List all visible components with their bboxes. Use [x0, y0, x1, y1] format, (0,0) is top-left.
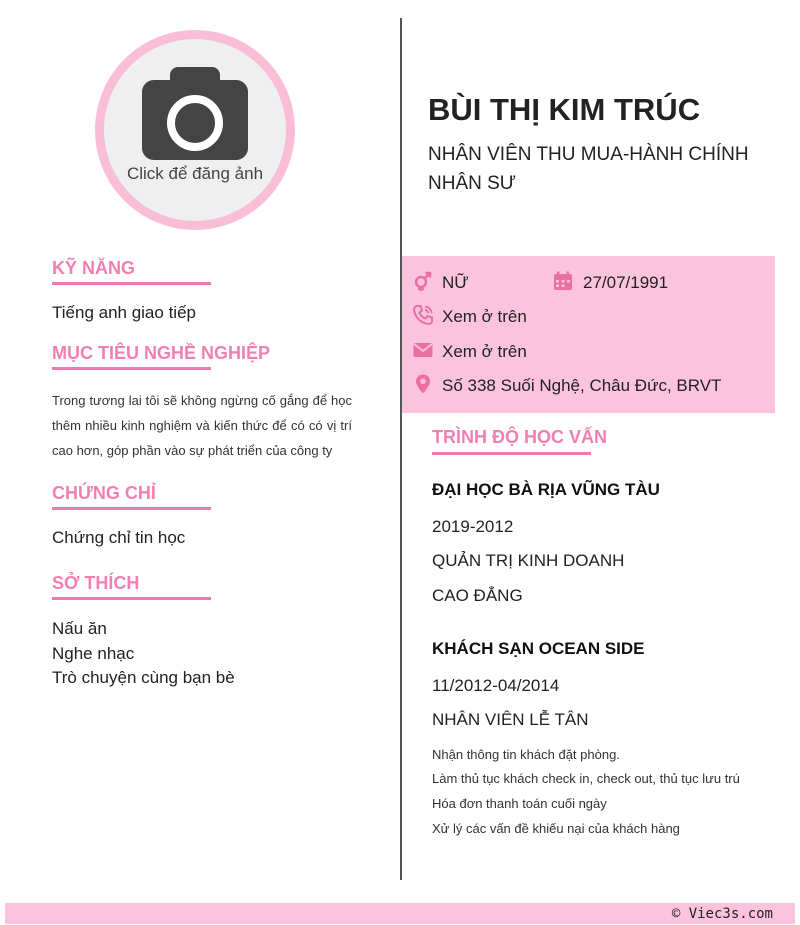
certificates-heading: CHỨNG CHỈ [52, 483, 211, 510]
hobby-item: Trò chuyện cùng bạn bè [52, 668, 235, 687]
skill-item: Tiếng anh giao tiếp [52, 303, 196, 322]
copyright-text: © Viec3s.com [671, 906, 773, 922]
school-level: CAO ĐẲNG [432, 586, 523, 605]
birthdate-value: 27/07/1991 [583, 273, 669, 292]
job-period: 11/2012-04/2014 [432, 676, 560, 695]
gender-icon [413, 271, 433, 291]
education-heading: TRÌNH ĐỘ HỌC VẤN [432, 427, 591, 455]
objective-heading: MỤC TIÊU NGHỀ NGHIỆP [52, 343, 211, 370]
job-company: KHÁCH SẠN OCEAN SIDE [432, 639, 645, 658]
job-position: NHÂN VIÊN LỄ TÂN [432, 710, 589, 729]
footer-bar [5, 903, 795, 924]
objective-text: Trong tương lai tôi sẽ không ngừng cố gắng để học thêm nhiều kinh nghiệm và kiến thức để có có vị trí cao hơn, góp phần vào sự phát triển của công ty [52, 393, 352, 458]
skills-heading: KỸ NĂNG [52, 258, 211, 285]
job-title: NHÂN VIÊN THU MUA-HÀNH CHÍNH NHÂN SƯ [428, 144, 749, 194]
email-icon [413, 340, 433, 360]
hobby-item: Nấu ăn [52, 619, 107, 638]
school-major: QUẢN TRỊ KINH DOANH [432, 551, 625, 570]
job-duty: Xử lý các vấn đề khiếu nại của khách hàng [432, 821, 680, 836]
job-duty: Nhận thông tin khách đặt phòng. [432, 747, 620, 762]
gender-value: NỮ [442, 273, 469, 292]
calendar-icon [553, 271, 573, 291]
hobbies-heading: SỞ THÍCH [52, 573, 211, 600]
email-value: Xem ở trên [442, 342, 527, 361]
avatar-caption[interactable]: Click để đăng ảnh [126, 164, 264, 183]
column-divider [400, 18, 402, 880]
hobby-item: Nghe nhạc [52, 644, 135, 663]
school-period: 2019-2012 [432, 517, 514, 536]
address-value: Số 338 Suối Nghệ, Châu Đức, BRVT [442, 376, 722, 395]
school-name: ĐẠI HỌC BÀ RỊA VŨNG TÀU [432, 480, 660, 499]
certificate-item: Chứng chỉ tin học [52, 528, 186, 547]
job-duty: Làm thủ tục khách check in, check out, thủ tục lưu trú [432, 771, 740, 786]
phone-value: Xem ở trên [442, 307, 527, 326]
phone-icon [413, 305, 433, 325]
location-icon [413, 374, 433, 394]
job-duty: Hóa đơn thanh toán cuối ngày [432, 796, 607, 811]
candidate-name: BÙI THỊ KIM TRÚC [428, 92, 701, 127]
contact-block [402, 256, 775, 413]
camera-lens-icon [167, 95, 223, 151]
